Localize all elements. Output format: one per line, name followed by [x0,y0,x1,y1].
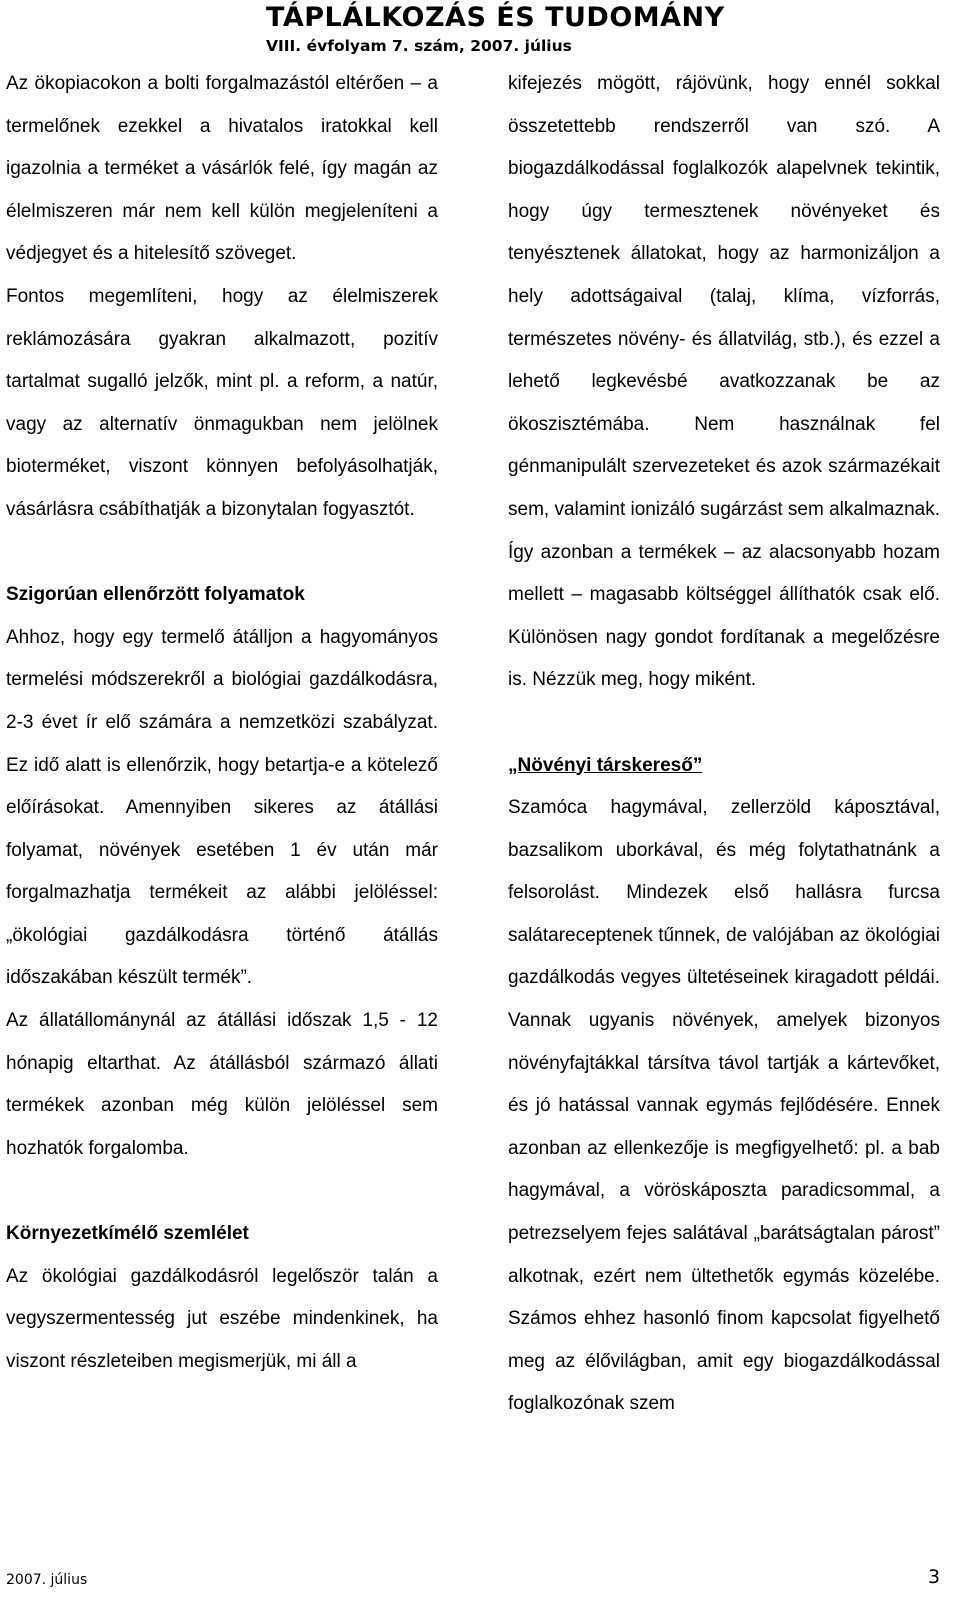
paragraph: Szamóca hagymával, zellerzöld káposztával, bazsalikom uborkával, és még folytathatnánk a felsorolást. Mindezek első hallásra furcsa salátareceptenek tűnnek, de valójában az ökológiai gazdálkodás vegyes ültetéseinek kiragadott példái. Vannak ugyanis növények, amelyek bizonyos növényfajtákkal társítva távol tartják a kártevőket, és jó hatással vannak egymás fejlődésére. Ennek azonban az ellenkezője is megfigyelhető: pl. a bab hagymával, a vöröskáposzta paradicsommal, a petrezselyem fejes salátával „barátságtalan párost” alkotnak, ezért nem ültethetők egymás közelébe. Számos ehhez hasonló finom kapcsolat figyelhető meg az élővilágban, amit egy biogazdálkodással foglalkozónak szem [508,797,940,1415]
paragraph: kifejezés mögött, rájövünk, hogy ennél sokkal összetettebb rendszerről van szó. A biogazdálkodással foglalkozók alapelvnek tekintik, hogy úgy termesztenek növényeket és tenyésztenek állatokat, hogy az harmonizáljon a hely adottságaival (talaj, klíma, vízforrás, természetes növény- és állatvilág, stb.), és ezzel a lehető legkevésbé avatkozzanak be az ökoszisztémába. Nem használnak fel génmanipulált szervezeteket és azok származékait sem, valamint ionizáló sugárzást sem alkalmaznak. Így azonban a termékek – az alacsonyabb hozam mellett – magasabb költséggel állíthatók csak elő. Különösen nagy gondot fordítanak a megelőzésre is. Nézzük meg, hogy miként. [508,73,940,691]
footer-date: 2007. július [6,1572,88,1588]
page-header [0,0,960,62]
paragraph: Ahhoz, hogy egy termelő átálljon a hagyományos termelési módszerekről a biológiai gazdálkodásra, 2-3 évet ír elő számára a nemzetközi szabályzat. Ez idő alatt is ellenőrzik, hogy betartja-e a kötelező előírásokat. Amennyiben sikeres az átállási folyamat, növények esetében 1 év után már forgalmazhatja termékeit az alábbi jelöléssel: „ökológiai gazdálkodásra történő átállás időszakában készült termék”. [6,626,438,989]
right-column [508,63,940,1426]
spacer [6,1170,438,1213]
spacer [6,532,438,575]
paragraph: Fontos megemlíteni, hogy az élelmiszerek reklámozására gyakran alkalmazott, pozitív tartalmat sugalló jelzők, mint pl. a reform, a natúr, vagy az alternatív önmagukban nem jelölnek bioterméket, viszont könnyen befolyásolhatják, vásárlásra csábíthatják a bizonytalan fogyasztót. [6,285,438,520]
paragraph: Az ökopiacokon a bolti forgalmazástól eltérően – a termelőnek ezekkel a hivatalos iratokkal kell igazolnia a terméket a vásárlók felé, így magán az élelmiszeren már nem kell külön megjeleníteni a védjegyet és a hitelesítő szöveget. [6,73,438,265]
left-column [6,63,438,1383]
paragraph: Az ökológiai gazdálkodásról legelőször talán a vegyszermentesség jut eszébe mindenkinek, ha viszont részleteiben megismerjük, mi áll a [6,1265,438,1372]
section-heading: „Növényi társkereső” [508,754,703,776]
section-heading: Környezetkímélő szemlélet [6,1223,249,1245]
paragraph: Az állatállománynál az átállási időszak 1,5 - 12 hónapig eltarthat. Az átállásból származó állati termékek azonban még külön jelöléssel sem hozhatók forgalomba. [6,1010,438,1159]
journal-title: TÁPLÁLKOZÁS ÉS TUDOMÁNY [266,2,725,33]
page-number: 3 [928,1566,941,1588]
spacer [508,702,940,745]
issue-info: VIII. évfolyam 7. szám, 2007. július [266,37,572,55]
section-heading: Szigorúan ellenőrzött folyamatok [6,584,305,606]
